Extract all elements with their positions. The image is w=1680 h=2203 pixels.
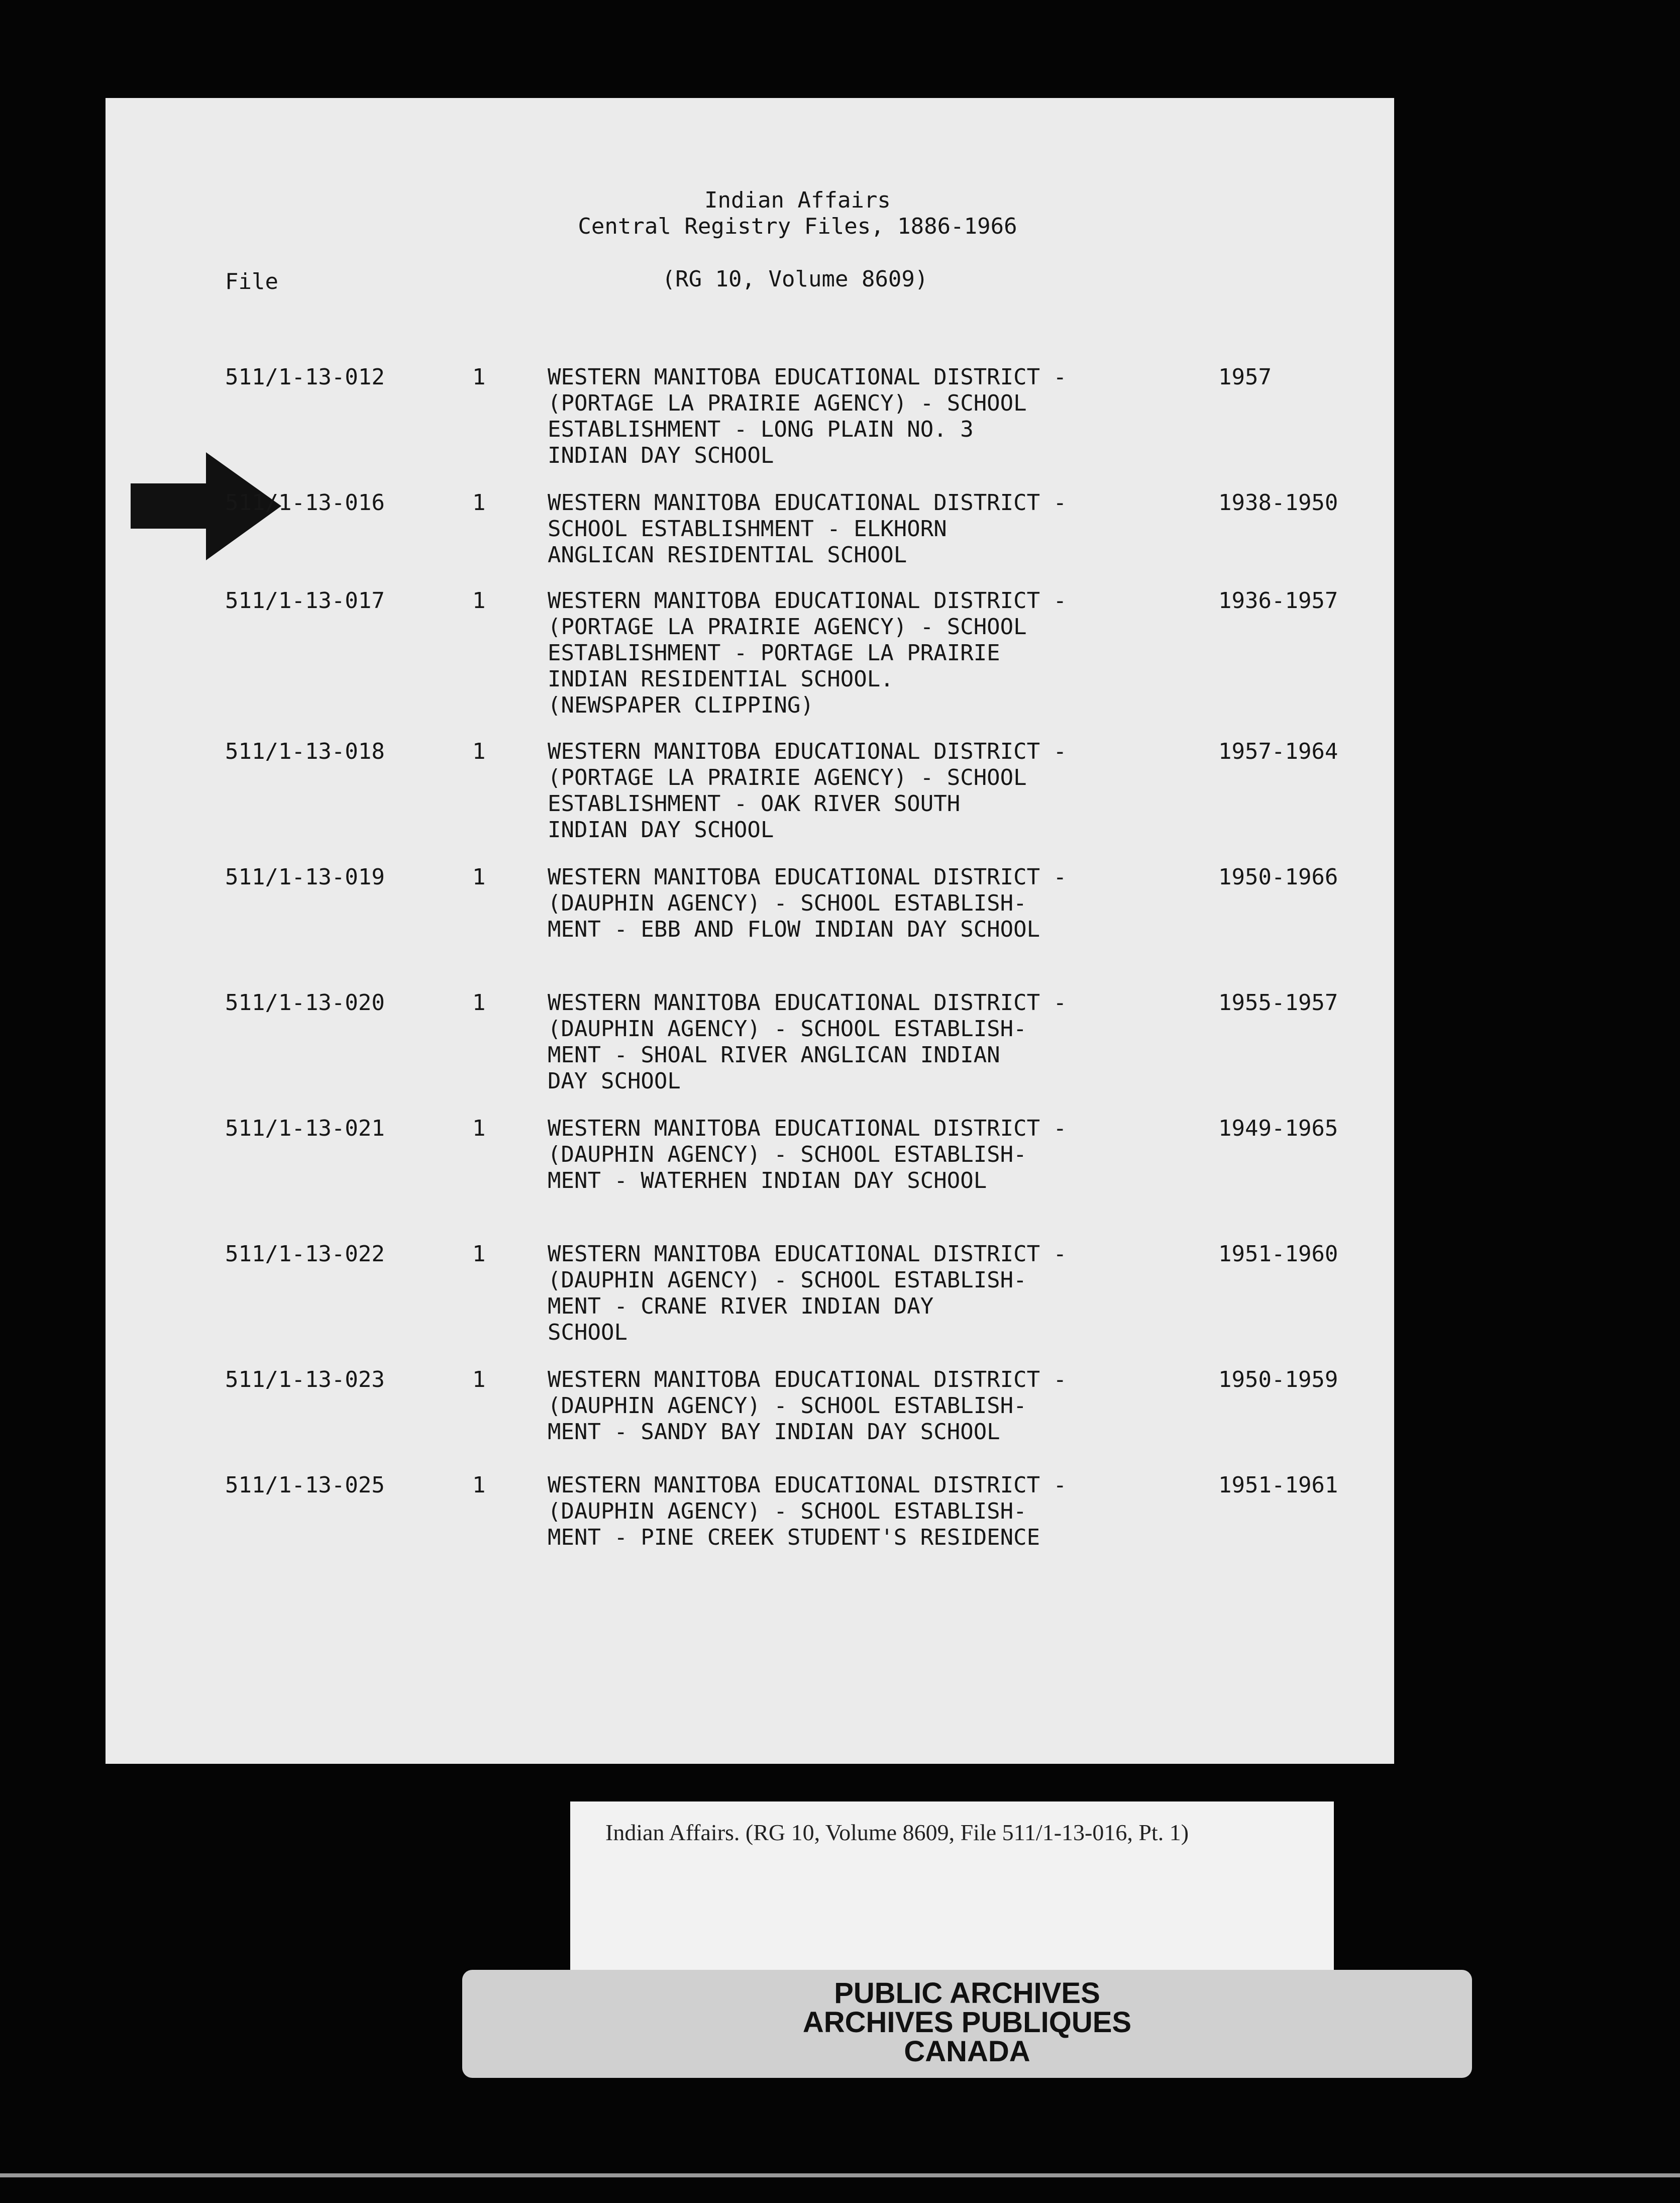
file-number: 511/1-13-019 [225,864,385,890]
header-volume: (RG 10, Volume 8609) [662,266,928,292]
volume-number: 1 [472,1367,486,1392]
file-number: 511/1-13-025 [225,1472,385,1498]
header-title: Indian Affairs [704,187,891,213]
file-description: WESTERN MANITOBA EDUCATIONAL DISTRICT - (DAUPHIN AGENCY) - SCHOOL ESTABLISH- MENT - CRANE RIVER INDIAN DAY SCHOOL [548,1241,1067,1345]
header-subtitle: Central Registry Files, 1886-1966 [578,214,1017,239]
document-page [106,98,1394,1764]
file-description: WESTERN MANITOBA EDUCATIONAL DISTRICT - (DAUPHIN AGENCY) - SCHOOL ESTABLISH- MENT - WATERHEN INDIAN DAY SCHOOL [548,1116,1067,1193]
file-column-label: File [225,269,278,294]
date-range: 1951-1960 [1218,1241,1338,1267]
file-description: WESTERN MANITOBA EDUCATIONAL DISTRICT - (DAUPHIN AGENCY) - SCHOOL ESTABLISH- MENT - SHOAL RIVER ANGLICAN INDIAN DAY SCHOOL [548,990,1067,1094]
volume-number: 1 [472,1116,486,1141]
file-number: 511/1-13-020 [225,990,385,1016]
date-range: 1955-1957 [1218,990,1338,1016]
volume-number: 1 [472,990,486,1016]
volume-number: 1 [472,490,486,516]
date-range: 1951-1961 [1218,1472,1338,1498]
archives-stamp [462,1970,1472,2078]
file-description: WESTERN MANITOBA EDUCATIONAL DISTRICT - SCHOOL ESTABLISHMENT - ELKHORN ANGLICAN RESIDENTIAL SCHOOL [548,490,1067,568]
archives-line-3: CANADA [904,2035,1030,2068]
volume-number: 1 [472,739,486,764]
file-number: 511/1-13-023 [225,1367,385,1392]
file-description: WESTERN MANITOBA EDUCATIONAL DISTRICT - (PORTAGE LA PRAIRIE AGENCY) - SCHOOL ESTABLISHMENT - LONG PLAIN NO. 3 INDIAN DAY SCHOOL [548,364,1067,468]
citation-label [570,1801,1334,1977]
date-range: 1949-1965 [1218,1116,1338,1141]
archives-line-2: ARCHIVES PUBLIQUES [802,2006,1132,2039]
divider [0,2173,1680,2177]
date-range: 1957-1964 [1218,739,1338,764]
volume-number: 1 [472,364,486,390]
volume-number: 1 [472,1241,486,1267]
date-range: 1957 [1218,364,1272,390]
file-description: WESTERN MANITOBA EDUCATIONAL DISTRICT - (DAUPHIN AGENCY) - SCHOOL ESTABLISH- MENT - PINE CREEK STUDENT'S RESIDENCE [548,1472,1067,1550]
citation-text: Indian Affairs. (RG 10, Volume 8609, File 511/1-13-016, Pt. 1) [605,1820,1189,1845]
file-number: 511/1-13-017 [225,588,385,614]
file-number: 511/1-13-021 [225,1116,385,1141]
file-description: WESTERN MANITOBA EDUCATIONAL DISTRICT - (PORTAGE LA PRAIRIE AGENCY) - SCHOOL ESTABLISHMENT - OAK RIVER SOUTH INDIAN DAY SCHOOL [548,739,1067,843]
file-number: 511/1-13-018 [225,739,385,764]
file-number: 511/1-13-016 [225,490,385,516]
file-description: WESTERN MANITOBA EDUCATIONAL DISTRICT - (PORTAGE LA PRAIRIE AGENCY) - SCHOOL ESTABLISHMENT - PORTAGE LA PRAIRIE INDIAN RESIDENTIAL SCHOOL. (NEWSPAPER CLIPPING) [548,588,1067,718]
date-range: 1938-1950 [1218,490,1338,516]
archives-line-1: PUBLIC ARCHIVES [834,1977,1100,2010]
file-number: 511/1-13-022 [225,1241,385,1267]
file-description: WESTERN MANITOBA EDUCATIONAL DISTRICT - (DAUPHIN AGENCY) - SCHOOL ESTABLISH- MENT - EBB AND FLOW INDIAN DAY SCHOOL [548,864,1067,942]
volume-number: 1 [472,588,486,614]
volume-number: 1 [472,1472,486,1498]
date-range: 1950-1966 [1218,864,1338,890]
file-description: WESTERN MANITOBA EDUCATIONAL DISTRICT - (DAUPHIN AGENCY) - SCHOOL ESTABLISH- MENT - SANDY BAY INDIAN DAY SCHOOL [548,1367,1067,1445]
date-range: 1936-1957 [1218,588,1338,614]
file-number: 511/1-13-012 [225,364,385,390]
volume-number: 1 [472,864,486,890]
date-range: 1950-1959 [1218,1367,1338,1392]
